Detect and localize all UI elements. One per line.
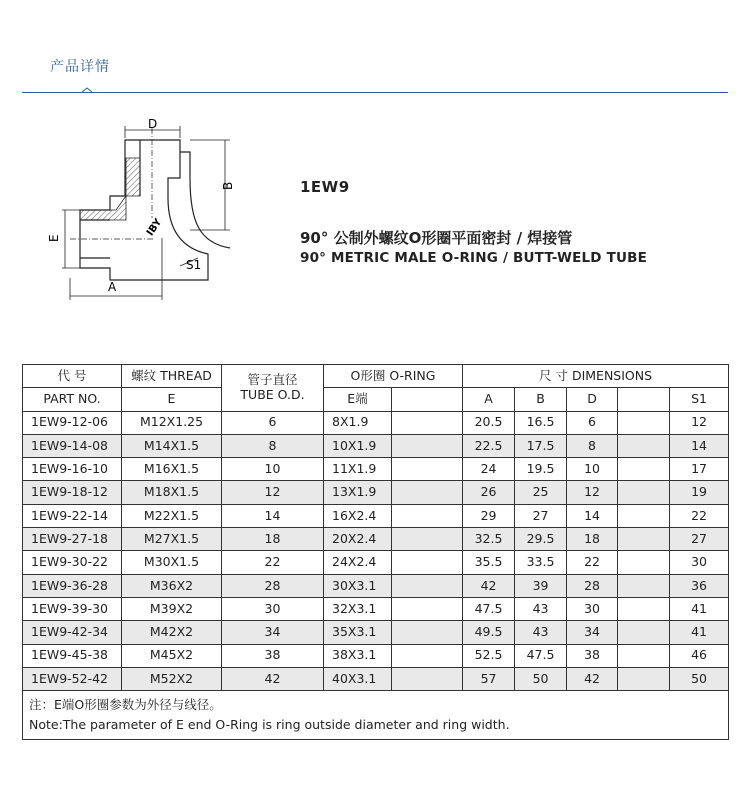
cell-tube: 34 [222,621,324,644]
cell-s1: 14 [670,434,729,457]
header-a: A [463,388,515,411]
cell-tube: 38 [222,644,324,667]
header-b: B [515,388,567,411]
cell-tube: 18 [222,528,324,551]
cell-d: 22 [567,551,618,574]
cell-s1: 36 [670,574,729,597]
cell-a: 29 [463,504,515,527]
cell-thread: M16X1.5 [122,458,222,481]
cell-s1: 12 [670,411,729,434]
cell-oring: 24X2.4 [324,551,392,574]
cell-tube: 14 [222,504,324,527]
cell-tube: 8 [222,434,324,457]
cell-blank [618,644,670,667]
cell-s1: 46 [670,644,729,667]
cell-part: 1EW9-16-10 [23,458,122,481]
cell-a: 47.5 [463,597,515,620]
dim-label-s1: S1 [186,258,202,272]
cell-b: 27 [515,504,567,527]
cell-s1: 17 [670,458,729,481]
cell-blank [618,551,670,574]
table-row [23,667,729,690]
cell-d: 28 [567,574,618,597]
cell-tube: 12 [222,481,324,504]
dim-label-d: D [148,118,158,131]
spec-table [22,364,729,740]
cell-s1: 41 [670,597,729,620]
cell-blank [392,667,463,690]
cell-blank [618,504,670,527]
cell-oring: 35X3.1 [324,621,392,644]
table-row [23,574,729,597]
brand-stamp: IBY [144,216,165,239]
section-title: 产品详情 [50,59,110,75]
cell-part: 1EW9-36-28 [23,574,122,597]
header-oring: O形圈 O-RING [324,365,463,388]
cell-blank [618,458,670,481]
cell-b: 16.5 [515,411,567,434]
cell-thread: M27X1.5 [122,528,222,551]
cell-oring: 8X1.9 [324,411,392,434]
cell-part: 1EW9-39-30 [23,597,122,620]
header-thread: 螺纹 THREAD [122,365,222,388]
cell-blank [618,667,670,690]
cell-a: 35.5 [463,551,515,574]
cell-d: 38 [567,644,618,667]
cell-blank [618,528,670,551]
cell-b: 43 [515,597,567,620]
cell-tube: 10 [222,458,324,481]
cell-thread: M52X2 [122,667,222,690]
cell-part: 1EW9-42-34 [23,621,122,644]
cell-d: 18 [567,528,618,551]
cell-part: 1EW9-12-06 [23,411,122,434]
cell-d: 34 [567,621,618,644]
cell-b: 43 [515,621,567,644]
cell-d: 42 [567,667,618,690]
header-part-no: PART NO. [23,388,122,411]
cell-oring: 11X1.9 [324,458,392,481]
cell-blank [392,411,463,434]
header-dim-blank [618,388,670,411]
cell-oring: 38X3.1 [324,644,392,667]
cell-blank [618,411,670,434]
cell-a: 52.5 [463,644,515,667]
cell-blank [618,481,670,504]
cell-blank [392,458,463,481]
cell-oring: 13X1.9 [324,481,392,504]
cell-s1: 19 [670,481,729,504]
table-row [23,504,729,527]
cell-thread: M30X1.5 [122,551,222,574]
divider-notch [82,87,92,93]
cell-b: 25 [515,481,567,504]
cell-blank [392,504,463,527]
dim-label-b: B [221,181,235,190]
cell-a: 49.5 [463,621,515,644]
cell-part: 1EW9-14-08 [23,434,122,457]
product-title-cn: 90° 公制外螺纹O形圈平面密封 / 焊接管 [300,229,573,247]
cell-d: 6 [567,411,618,434]
cell-b: 17.5 [515,434,567,457]
product-model: 1EW9 [300,178,350,196]
cell-blank [392,528,463,551]
cell-thread: M22X1.5 [122,504,222,527]
cell-a: 20.5 [463,411,515,434]
header-dimensions: 尺 寸 DIMENSIONS [463,365,729,388]
note-cn: 注：E端O形圈参数为外径与线径。 [29,697,222,713]
cell-thread: M42X2 [122,621,222,644]
technical-drawing [40,118,280,308]
dim-label-a: A [108,280,117,294]
cell-b: 47.5 [515,644,567,667]
cell-d: 14 [567,504,618,527]
cell-blank [618,574,670,597]
cell-b: 50 [515,667,567,690]
cell-thread: M36X2 [122,574,222,597]
header-tube-cn: 管子直径 [247,371,298,387]
cell-part: 1EW9-52-42 [23,667,122,690]
cell-b: 33.5 [515,551,567,574]
table-row [23,621,729,644]
cell-tube: 6 [222,411,324,434]
product-title-en: 90° METRIC MALE O-RING / BUTT-WELD TUBE [300,250,648,266]
cell-blank [392,621,463,644]
table-row [23,434,729,457]
cell-b: 39 [515,574,567,597]
header-tube [222,365,324,412]
cell-s1: 50 [670,667,729,690]
cell-blank [618,621,670,644]
cell-thread: M18X1.5 [122,481,222,504]
cell-thread: M45X2 [122,644,222,667]
cell-thread: M39X2 [122,597,222,620]
cell-oring: 10X1.9 [324,434,392,457]
cell-s1: 27 [670,528,729,551]
table-row [23,458,729,481]
cell-part: 1EW9-22-14 [23,504,122,527]
cell-oring: 32X3.1 [324,597,392,620]
cell-blank [392,574,463,597]
header-s1: S1 [670,388,729,411]
table-row [23,411,729,434]
cell-oring: 30X3.1 [324,574,392,597]
table-row [23,597,729,620]
table-row [23,528,729,551]
table-row [23,481,729,504]
table-row [23,644,729,667]
cell-d: 12 [567,481,618,504]
cell-s1: 22 [670,504,729,527]
cell-a: 22.5 [463,434,515,457]
cell-a: 42 [463,574,515,597]
cell-s1: 30 [670,551,729,574]
cell-oring: 40X3.1 [324,667,392,690]
cell-blank [392,481,463,504]
cell-part: 1EW9-18-12 [23,481,122,504]
cell-blank [392,551,463,574]
cell-a: 32.5 [463,528,515,551]
header-tube-en: TUBE O.D. [240,387,305,403]
cell-blank [618,434,670,457]
table-row [23,551,729,574]
cell-oring: 16X2.4 [324,504,392,527]
table-note-row [23,691,729,740]
cell-tube: 22 [222,551,324,574]
cell-b: 19.5 [515,458,567,481]
cell-d: 10 [567,458,618,481]
cell-part: 1EW9-30-22 [23,551,122,574]
cell-part: 1EW9-27-18 [23,528,122,551]
header-code: 代 号 [23,365,122,388]
section-divider [22,92,728,93]
cell-a: 57 [463,667,515,690]
cell-tube: 30 [222,597,324,620]
cell-oring: 20X2.4 [324,528,392,551]
cell-blank [392,434,463,457]
note-en: Note:The parameter of E end O-Ring is ring outside diameter and ring width. [29,717,510,733]
table-note [23,691,729,740]
cell-blank [392,644,463,667]
cell-tube: 28 [222,574,324,597]
cell-d: 30 [567,597,618,620]
header-e-end: E端 [324,388,392,411]
cell-tube: 42 [222,667,324,690]
dim-label-e: E [47,234,61,242]
cell-s1: 41 [670,621,729,644]
cell-part: 1EW9-45-38 [23,644,122,667]
cell-blank [618,597,670,620]
cell-d: 8 [567,434,618,457]
cell-thread: M14X1.5 [122,434,222,457]
cell-b: 29.5 [515,528,567,551]
header-thread-e: E [122,388,222,411]
cell-blank [392,597,463,620]
cell-a: 24 [463,458,515,481]
cell-a: 26 [463,481,515,504]
header-oring-blank [392,388,463,411]
cell-thread: M12X1.25 [122,411,222,434]
header-d: D [567,388,618,411]
